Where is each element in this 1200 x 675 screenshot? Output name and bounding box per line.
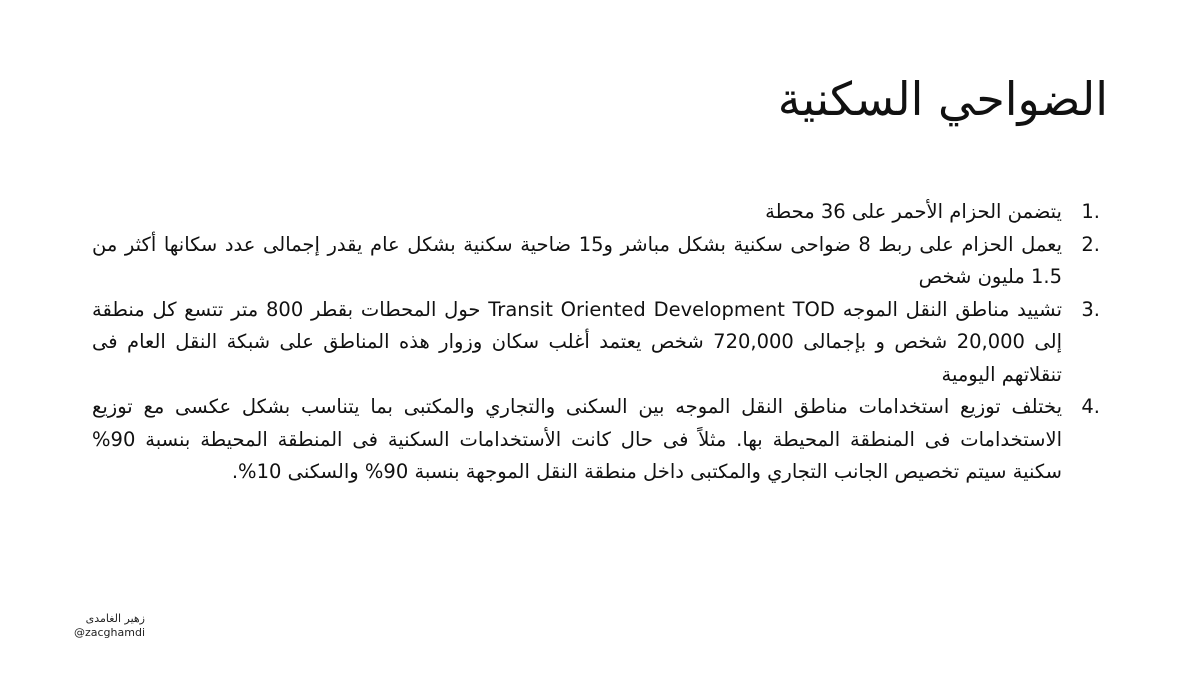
list-number: 3. [1081,297,1100,321]
author-credit [74,612,145,640]
list-item-2 [92,229,1100,294]
author-name: زهير الغامدى [85,612,145,625]
author-handle: @zacghamdi [73,626,145,639]
list-item-text: يعمل الحزام على ربط 8 ضواحى سكنية بشكل مباشر و15 ضاحية سكنية بشكل عام يقدر إجمالى عدد سكانها أكثر من 1.5 مليون شخص [92,232,1062,288]
list-item-text: يتضمن الحزام الأحمر على 36 محطة [765,200,1062,223]
list-item-text: تشييد مناطق النقل الموجه Transit Oriented Development TOD حول المحطات بقطر 800 متر تتسع كل منطقة إلى 20,000 شخص و بإجمالى 720,000 شخص يعتمد أغلب سكان وزوار هذه المناطق على شبكة النقل العام فى تنقلاتهم اليومية [92,297,1063,386]
list-item-1 [92,196,1100,229]
list-item-text: يختلف توزيع استخدامات مناطق النقل الموجه بين السكنى والتجاري والمكتبى بما يتناسب بشكل عكسى مع توزيع الاستخدامات فى المنطقة المحيطة بها. مثلاً فى حال كانت الأستخدامات السكنية فى المنطقة المحيطة بنسبة 90% سكنية سيتم تخصيص الجانب التجاري والمكتبى داخل منطقة النقل الموجهة بنسبة 90% والسكنى 10%. [92,395,1062,483]
list-number: 1. [1081,200,1100,223]
points-list [92,196,1100,489]
list-item-3 [92,294,1100,392]
list-item-4 [92,391,1100,489]
list-number: 2. [1081,232,1100,256]
page-title: الضواحي السكنية [777,72,1108,126]
list-number: 4. [1081,395,1100,418]
